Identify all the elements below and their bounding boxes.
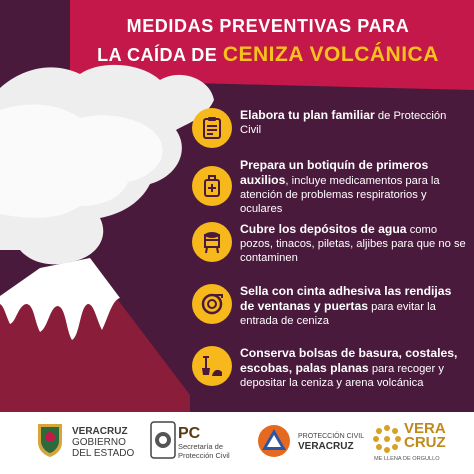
pc-abbr: PC <box>178 425 201 442</box>
measure-text-1: Elabora tu plan familiar de Protección Civil <box>240 108 447 136</box>
logo-veracruz-orgullo <box>372 412 472 474</box>
water-tank-icon <box>192 222 232 262</box>
first-aid-kit-icon <box>192 166 232 206</box>
coat-of-arms-icon <box>36 422 64 458</box>
footer-logos <box>0 412 474 474</box>
tape-icon <box>192 284 232 324</box>
shovel-icon <box>192 346 232 386</box>
veracruz-gov-line2: GOBIERNO <box>72 437 126 448</box>
measure-text-2: Prepara un botiquín de primeros auxilios, incluye medicamentos para la atención de problemas respiratorios y oculares <box>240 158 440 215</box>
veracruz-brand-line2: CRUZ <box>404 434 446 451</box>
pcv-line1: PROTECCIÓN CIVIL <box>298 433 365 440</box>
clipboard-icon <box>192 108 232 148</box>
measure-text-4: Sella con cinta adhesiva las rendijas de ventanas y puertas para evitar la entrada de ceniza <box>240 284 452 327</box>
veracruz-gov-line1: VERACRUZ <box>72 426 128 437</box>
veracruz-gov-line3: DEL ESTADO <box>72 448 135 459</box>
pc-line1: Secretaría de <box>178 442 224 451</box>
logo-veracruz-gobierno <box>32 412 142 474</box>
sunburst-icon <box>372 424 402 454</box>
logo-proteccion-civil-veracruz <box>256 412 366 474</box>
header-title-highlight: CENIZA VOLCÁNICA <box>222 43 439 66</box>
veracruz-brand-line1: VERA <box>404 420 446 437</box>
header <box>72 6 464 76</box>
header-title-prefix: LA CAÍDA DE <box>97 45 218 65</box>
pc-triangle-icon <box>256 423 292 459</box>
veracruz-brand-tagline: ME LLENA DE ORGULLO <box>374 456 440 462</box>
logo-secretaria-pc <box>150 412 250 474</box>
pcv-line2: VERACRUZ <box>298 441 354 452</box>
pc-shield-icon <box>150 420 176 460</box>
measure-text-3: Cubre los depósitos de agua como pozos, tinacos, piletas, aljibes para que no se contaminen <box>240 222 466 264</box>
pc-line2: Protección Civil <box>178 451 230 460</box>
header-title-line1: MEDIDAS PREVENTIVAS PARA <box>126 16 410 36</box>
measure-text-5: Conserva bolsas de basura, costales, escobas, palas planas para recoger y depositar la ceniza y arena volcánica <box>240 346 458 389</box>
header-title-line2 <box>72 43 464 67</box>
